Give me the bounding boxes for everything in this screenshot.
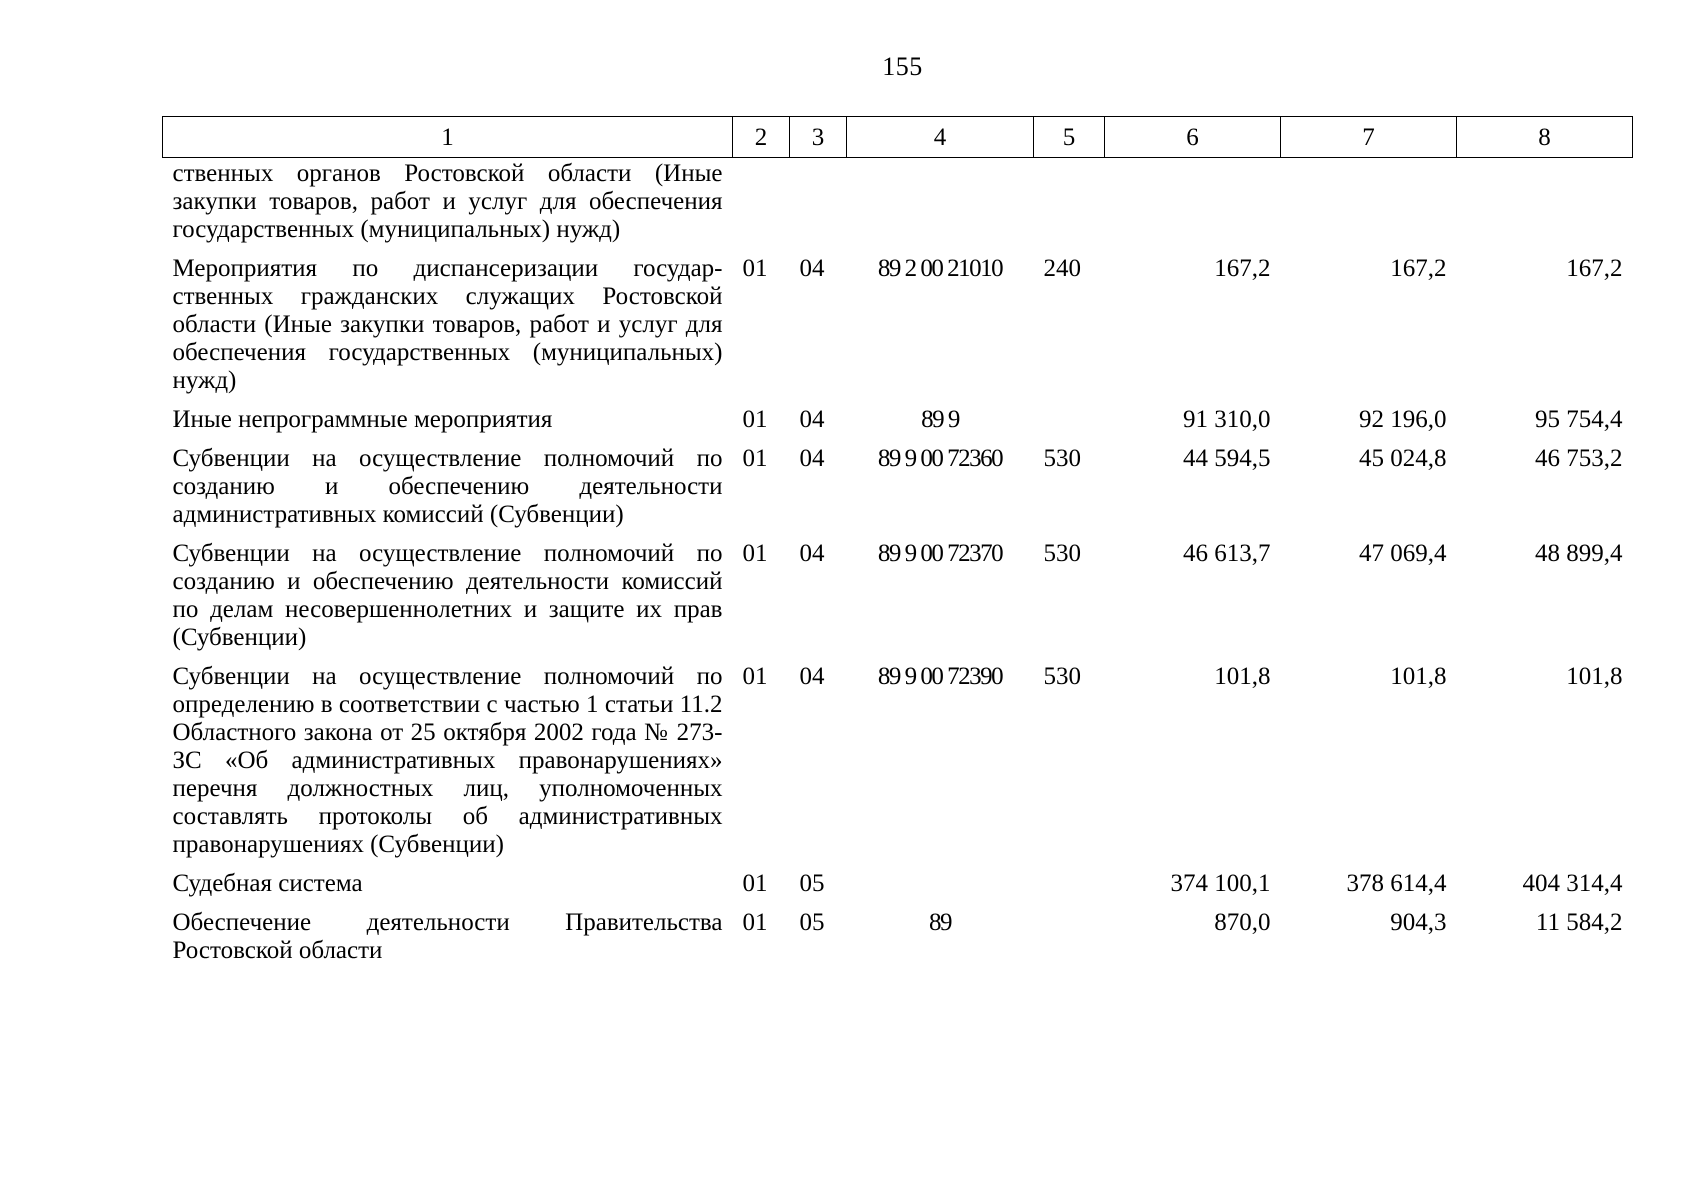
row-expense-type: 530 — [1043, 540, 1081, 567]
row-expense-type: 530 — [1043, 663, 1081, 690]
row-section: 01 — [742, 909, 768, 936]
row-value-6: 870,0 — [1214, 909, 1271, 936]
row-value-6: 374 100,1 — [1170, 870, 1271, 897]
header-col-8: 8 — [1457, 117, 1633, 158]
row-target-code: 89 2 00 21010 — [877, 255, 1003, 282]
row-value-8: 167,2 — [1566, 255, 1623, 282]
row-value-6: 167,2 — [1214, 255, 1271, 282]
row-value-8: 95 754,4 — [1535, 406, 1623, 433]
row-description: Субвенции на осуществление полномочий по созданию и обеспечению деятельности комиссий по делам несовершеннолетних и защите их прав (Субвенции) — [172, 540, 723, 651]
row-value-6: 91 310,0 — [1183, 406, 1271, 433]
row-subsection: 04 — [799, 445, 825, 472]
header-col-5: 5 — [1034, 117, 1105, 158]
header-col-3: 3 — [790, 117, 847, 158]
header-col-7: 7 — [1281, 117, 1457, 158]
table-row — [163, 663, 1633, 870]
row-description: Обеспечение деятельности Правительства Ростовской области — [172, 909, 723, 964]
row-expense-type — [1034, 909, 1105, 976]
row-subsection: 05 — [799, 909, 825, 936]
table-body — [163, 158, 1633, 977]
row-expense-type — [1034, 406, 1105, 445]
row-value-8: 404 314,4 — [1522, 870, 1623, 897]
row-section: 01 — [742, 870, 768, 897]
row-target-code: 89 9 — [921, 406, 959, 433]
table-row — [163, 158, 1633, 256]
row-description: Субвенции на осуществление полномочий по определению в соответствии с частью 1 статьи 11.2 Областного закона от 25 октября 2002 года № 273-ЗС «Об административных правонарушениях» перечня должностных лиц, уполномоченных составлять протоколы об административных правонарушениях (Субвенции) — [172, 663, 723, 858]
row-target-code: 89 9 00 72370 — [877, 540, 1003, 567]
row-expense-type: 530 — [1043, 445, 1081, 472]
row-description: Мероприятия по диспансеризации государственных гражданских служащих Ростовской области (Иные закупки товаров, работ и услуг для обеспечения государственных (муниципальных) нужд) — [172, 255, 723, 394]
row-value-8: 48 899,4 — [1535, 540, 1623, 567]
page-number: 155 — [882, 52, 923, 81]
table-header — [163, 117, 1633, 158]
row-description: Субвенции на осуществление полномочий по созданию и обеспечению деятельности административных комиссий (Субвенции) — [172, 445, 723, 528]
row-target-code — [847, 158, 1034, 256]
row-section: 01 — [742, 663, 768, 690]
row-value-6 — [1105, 158, 1281, 256]
row-value-8: 11 584,2 — [1535, 909, 1623, 936]
row-section: 01 — [742, 255, 768, 282]
row-subsection: 05 — [799, 870, 825, 897]
row-value-7: 45 024,8 — [1359, 445, 1447, 472]
table-row — [163, 255, 1633, 406]
table-row — [163, 909, 1633, 976]
row-target-code: 89 9 00 72360 — [877, 445, 1003, 472]
row-section: 01 — [742, 406, 768, 433]
row-expense-type — [1034, 870, 1105, 909]
row-value-6: 44 594,5 — [1183, 445, 1271, 472]
header-col-6: 6 — [1105, 117, 1281, 158]
row-description: Судебная система — [172, 870, 363, 897]
row-value-7: 904,3 — [1390, 909, 1447, 936]
row-value-6: 46 613,7 — [1183, 540, 1271, 567]
row-expense-type — [1034, 158, 1105, 256]
row-value-7: 92 196,0 — [1359, 406, 1447, 433]
budget-table — [162, 116, 1633, 976]
table-row — [163, 870, 1633, 909]
row-value-7: 101,8 — [1390, 663, 1447, 690]
row-target-code — [847, 870, 1034, 909]
row-value-6: 101,8 — [1214, 663, 1271, 690]
row-subsection: 04 — [799, 663, 825, 690]
row-expense-type: 240 — [1043, 255, 1081, 282]
table-row — [163, 445, 1633, 540]
row-value-8: 101,8 — [1566, 663, 1623, 690]
row-value-8 — [1457, 158, 1633, 256]
row-subsection: 04 — [799, 540, 825, 567]
row-subsection — [790, 158, 847, 256]
row-value-7: 378 614,4 — [1346, 870, 1447, 897]
row-section: 01 — [742, 540, 768, 567]
row-value-7 — [1281, 158, 1457, 256]
row-target-code: 89 — [929, 909, 951, 936]
row-target-code: 89 9 00 72390 — [877, 663, 1003, 690]
row-description: ственных органов Ростовской области (Иные закупки товаров, работ и услуг для обеспечения государственных (муниципальных) нужд) — [172, 160, 723, 243]
table-row — [163, 540, 1633, 663]
table-row — [163, 406, 1633, 445]
row-description: Иные непрограммные мероприятия — [172, 406, 553, 433]
header-col-4: 4 — [847, 117, 1034, 158]
header-row — [163, 117, 1633, 158]
row-value-7: 47 069,4 — [1359, 540, 1447, 567]
row-subsection: 04 — [799, 406, 825, 433]
row-value-7: 167,2 — [1390, 255, 1447, 282]
budget-table-container — [162, 116, 1632, 976]
row-subsection: 04 — [799, 255, 825, 282]
row-section: 01 — [742, 445, 768, 472]
row-value-8: 46 753,2 — [1535, 445, 1623, 472]
row-section — [733, 158, 790, 256]
header-col-1: 1 — [163, 117, 733, 158]
header-col-2: 2 — [733, 117, 790, 158]
